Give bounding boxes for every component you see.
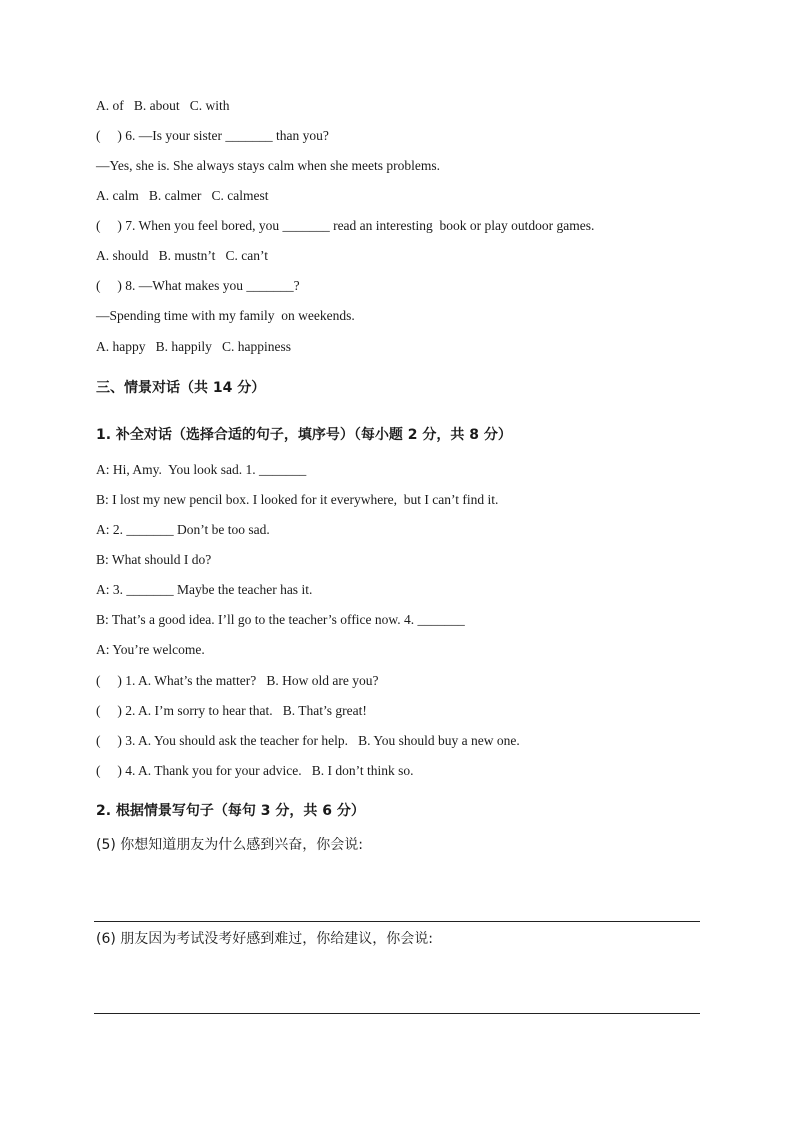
dialogue-line: B: I lost my new pencil box. I looked for it everywhere, but I can’t find it. bbox=[96, 492, 499, 507]
choice-item: ( ) 1. A. What’s the matter? B. How old are you? bbox=[96, 673, 379, 688]
dialogue-line: A: 2. _______ Don’t be too sad. bbox=[96, 522, 270, 537]
q6-stem: ( ) 6. —Is your sister _______ than you? bbox=[96, 128, 329, 143]
part-three-title: 三、情景对话（共 14 分） bbox=[96, 380, 266, 396]
q8-options: A. happy B. happily C. happiness bbox=[96, 339, 291, 354]
section2-title: 2. 根据情景写句子（每句 3 分，共 6 分） bbox=[96, 803, 365, 819]
q7-stem: ( ) 7. When you feel bored, you _______ read an interesting book or play outdoor games. bbox=[96, 218, 595, 233]
q6-options: A. calm B. calmer C. calmest bbox=[96, 188, 269, 203]
choice-item: ( ) 4. A. Thank you for your advice. B. I don’t think so. bbox=[96, 763, 414, 778]
q5-options: A. of B. about C. with bbox=[96, 98, 230, 113]
q6-reply: —Yes, she is. She always stays calm when she meets problems. bbox=[96, 158, 440, 173]
prompt-5: (5) 你想知道朋友为什么感到兴奋，你会说: bbox=[96, 837, 363, 853]
answer-line-5[interactable] bbox=[94, 921, 700, 922]
prompt-6: (6) 朋友因为考试没考好感到难过，你给建议，你会说: bbox=[96, 931, 433, 947]
q8-reply: —Spending time with my family on weekends. bbox=[96, 308, 355, 323]
dialogue-line: B: What should I do? bbox=[96, 552, 212, 567]
q7-options: A. should B. mustn’t C. can’t bbox=[96, 248, 269, 263]
dialogue-line: A: 3. _______ Maybe the teacher has it. bbox=[96, 582, 313, 597]
choice-item: ( ) 3. A. You should ask the teacher for help. B. You should buy a new one. bbox=[96, 733, 520, 748]
dialogue-line: A: You’re welcome. bbox=[96, 642, 205, 657]
dialogue-line: B: That’s a good idea. I’ll go to the teacher’s office now. 4. _______ bbox=[96, 612, 465, 627]
dialogue-line: A: Hi, Amy. You look sad. 1. _______ bbox=[96, 462, 307, 477]
q8-stem: ( ) 8. —What makes you _______? bbox=[96, 278, 300, 293]
choice-item: ( ) 2. A. I’m sorry to hear that. B. That’s great! bbox=[96, 703, 367, 718]
answer-line-6[interactable] bbox=[94, 1013, 700, 1014]
section1-title: 1. 补全对话（选择合适的句子，填序号）（每小题 2 分，共 8 分） bbox=[96, 427, 512, 443]
